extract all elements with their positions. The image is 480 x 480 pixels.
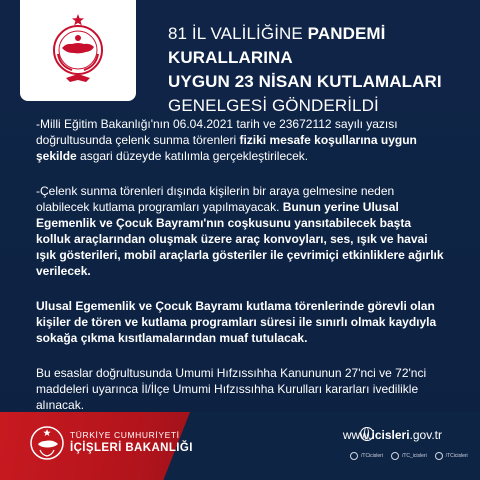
social-twitter-label: /TC_icisleri [401, 453, 427, 459]
website-suffix: .gov.tr [409, 428, 442, 442]
paragraph-2-text-a: -Çelenk sunma törenleri dışında kişilerin bir araya gelmesine neden olabilecek kutlama programları yapılmayacak. [36, 184, 395, 214]
paragraph-2-emphasis: Bunun yerine Ulusal Egemenlik ve Çocuk Bayramı'nın coşkusunu yansıtabilecek başta kolluk araçlarından oluşmak üzere araç konvoyları, ses, ışık ve havai ışık gösterileri, mobil araçlarla gösteriler ile çevrimiçi etkinliklere ağırlık verilecek. [36, 200, 444, 278]
headline-line-2: UYGUN 23 NİSAN KUTLAMALARI [168, 72, 442, 91]
paragraph-1-emphasis: fiziki mesafe koşullarına uygun şekilde [36, 133, 417, 163]
website-link[interactable] [343, 428, 442, 442]
social-facebook-label: /TCicisleri [361, 453, 383, 459]
paragraph-3 [36, 298, 448, 346]
paragraph-1-text-a: -Milli Eğitim Bakanlığı'nın 06.04.2021 tarih ve 23672112 sayılı yazısı doğrultusunda çelenk sunma törenleri [36, 117, 398, 147]
paragraph-2 [36, 183, 448, 279]
headline-line-1-part-2: PANDEMİ KURALLARINA [168, 24, 386, 67]
instagram-icon [435, 452, 443, 460]
social-twitter[interactable] [391, 452, 427, 460]
org-name-line-1: TÜRKİYE CUMHURİYETİ [70, 430, 180, 440]
social-facebook[interactable] [350, 452, 383, 460]
paragraph-4: Bu esaslar doğrultusunda Umumi Hıfzıssıhha Kanununun 27'nci ve 72'nci maddeleri uyarınca İl/İlçe Umumi Hıfzıssıhha Kurulları kararları ivedilikle alınacak. [36, 366, 427, 412]
paragraph-1-text-c: asgari düzeyde katılımla gerçekleştirilecek. [76, 149, 309, 163]
social-instagram-label: /TCicisleri [445, 453, 468, 459]
social-instagram[interactable] [435, 452, 468, 460]
headline-line-1 [168, 22, 468, 70]
facebook-icon [350, 452, 358, 460]
ministry-seal-icon [46, 8, 110, 92]
org-name-line-2: İÇİŞLERİ BAKANLIĞI [70, 442, 193, 454]
paragraph-3-emphasis: Ulusal Egemenlik ve Çocuk Bayramı kutlama törenlerinde görevli olan kişiler de tören ve kutlama programları süresi ile sınırlı olmak kaydıyla sokağa çıkma kısıtlamalarından muaf tutulacak. [36, 299, 437, 345]
headline [168, 22, 468, 118]
social-links [350, 452, 470, 460]
logo-card [20, 0, 136, 101]
headline-line-3: GENELGESİ GÖNDERİLDİ [168, 96, 379, 115]
twitter-icon [391, 452, 399, 460]
paragraph-1 [36, 116, 448, 164]
website-domain: icisleri [371, 428, 410, 442]
website-prefix: www. [342, 428, 372, 442]
body-text [36, 116, 448, 432]
ministry-seal-small-icon [28, 424, 66, 462]
headline-line-1-part-1: 81 İL VALİLİĞİNE [168, 24, 303, 43]
